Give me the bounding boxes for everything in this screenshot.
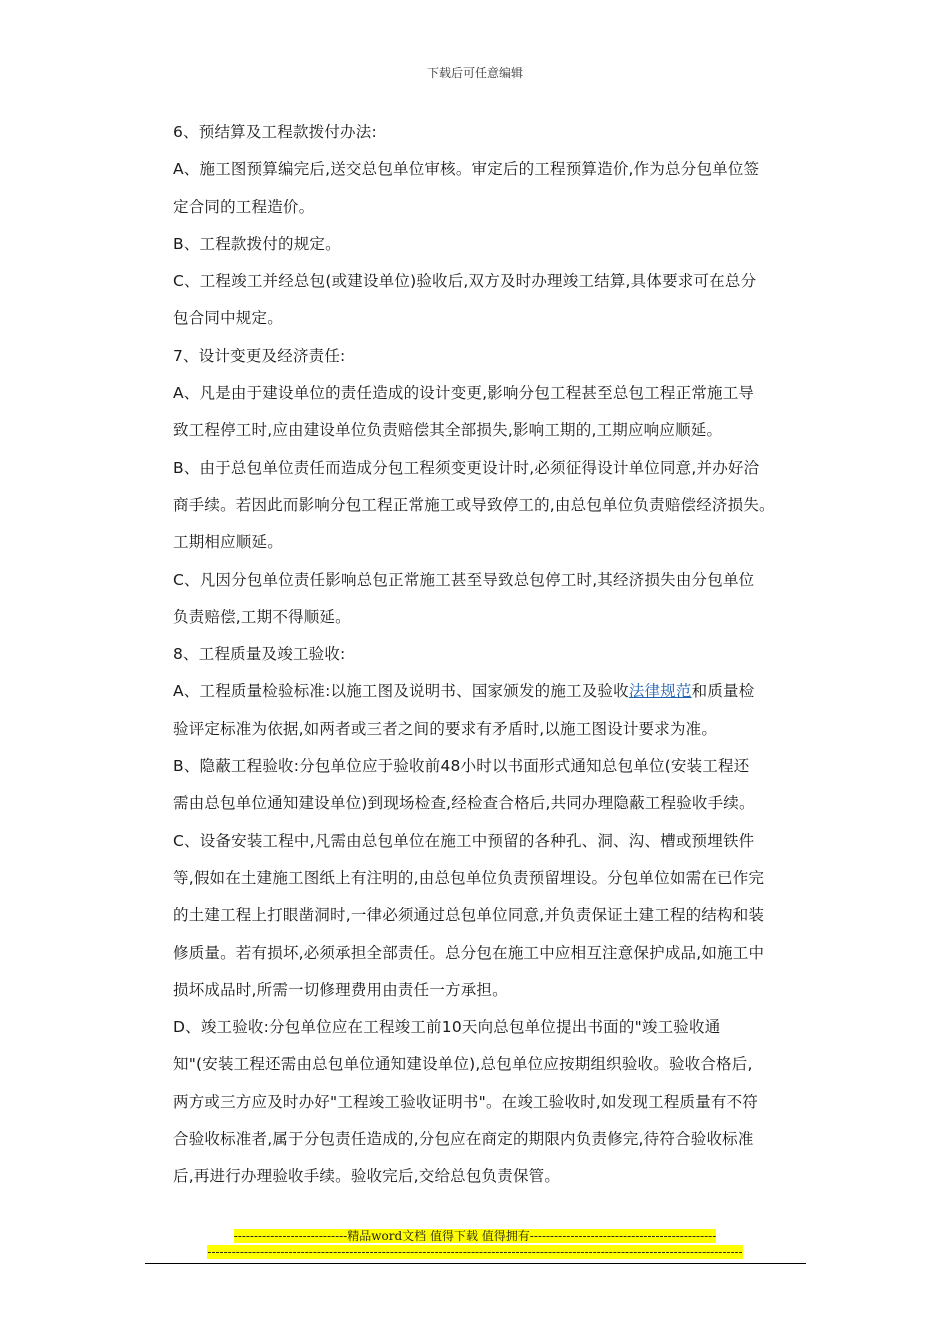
- paragraph-line: 后,再进行办理验收手续。验收完后,交给总包负责保管。: [173, 1167, 561, 1186]
- document-body: [173, 114, 813, 1196]
- section-heading-8: 8、工程质量及竣工验收:: [173, 645, 346, 664]
- paragraph-line: B、由于总包单位责任而造成分包工程须变更设计时,必须征得设计单位同意,并办好洽: [173, 458, 760, 477]
- paragraph-line: 合验收标准者,属于分包责任造成的,分包应在商定的期限内负责修完,待符合验收标准: [173, 1130, 754, 1149]
- footer-dash-line: [0, 1245, 950, 1260]
- paragraph-line: 修质量。若有损坏,必须承担全部责任。总分包在施工中应相互注意保护成品,如施工中: [173, 943, 765, 962]
- paragraph-line: A、凡是由于建设单位的责任造成的设计变更,影响分包工程甚至总包工程正常施工导: [173, 384, 755, 403]
- paragraph-line: 致工程停工时,应由建设单位负责赔偿其全部损失,影响工期的,工期应响应顺延。: [173, 421, 723, 440]
- paragraph-line: 损坏成品时,所需一切修理费用由责任一方承担。: [173, 980, 508, 999]
- section-heading-7: 7、设计变更及经济责任:: [173, 346, 346, 365]
- paragraph-line: 的土建工程上打眼凿洞时,一律必须通过总包单位同意,并负责保证土建工程的结构和装: [173, 906, 765, 925]
- footer-dash-text: ------------------------------------------------------------------------------------------------------------------------------------: [207, 1245, 743, 1259]
- paragraph-line: 两方或三方应及时办好"工程竣工验收证明书"。在竣工验收时,如发现工程质量有不符: [173, 1092, 758, 1111]
- paragraph-line: 负责赔偿,工期不得顺延。: [173, 607, 351, 626]
- paragraph-line: 商手续。若因此而影响分包工程正常施工或导致停工的,由总包单位负责赔偿经济损失。: [173, 495, 775, 514]
- paragraph-line: D、竣工验收:分包单位应在工程竣工前10天向总包单位提出书面的"竣工验收通: [173, 1018, 721, 1037]
- paragraph-line: C、设备安装工程中,凡需由总包单位在施工中预留的各种孔、洞、沟、槽或预埋铁件: [173, 831, 755, 850]
- footer-banner: [0, 1229, 950, 1244]
- page-header-note: 下载后可任意编辑: [426, 66, 523, 80]
- footer-rule: [145, 1263, 806, 1264]
- paragraph-line: C、工程竣工并经总包(或建设单位)验收后,双方及时办理竣工结算,具体要求可在总分: [173, 272, 757, 291]
- paragraph-line: 需由总包单位通知建设单位)到现场检查,经检查合格后,共同办理隐蔽工程验收手续。: [173, 794, 755, 813]
- paragraph-line: 工期相应顺延。: [173, 533, 283, 552]
- paragraph-text: 和质量检: [691, 682, 755, 701]
- section-heading-6: 6、预结算及工程款拨付办法:: [173, 123, 377, 141]
- paragraph-line: B、隐蔽工程验收:分包单位应于验收前48小时以书面形式通知总包单位(安装工程还: [173, 757, 750, 776]
- paragraph-text: A、工程质量检验标准:以施工图及说明书、国家颁发的施工及验收: [173, 682, 629, 701]
- paragraph-line: C、凡因分包单位责任影响总包正常施工甚至导致总包停工时,其经济损失由分包单位: [173, 570, 755, 589]
- paragraph-line: B、工程款拨付的规定。: [173, 234, 341, 253]
- paragraph-line: 知"(安装工程还需由总包单位通知建设单位),总包单位应按期组织验收。验收合格后,: [173, 1055, 753, 1074]
- paragraph-line: 验评定标准为依据,如两者或三者之间的要求有矛盾时,以施工图设计要求为准。: [173, 719, 718, 738]
- paragraph-line: 定合同的工程造价。: [173, 197, 315, 216]
- paragraph-line: 包合同中规定。: [173, 309, 283, 328]
- paragraph-line: 等,假如在土建施工图纸上有注明的,由总包单位负责预留埋设。分包单位如需在已作完: [173, 868, 765, 887]
- paragraph-line-with-link: [173, 673, 813, 710]
- paragraph-line: A、施工图预算编完后,送交总包单位审核。审定后的工程预算造价,作为总分包单位签: [173, 160, 760, 179]
- law-regulation-link[interactable]: 法律规范: [628, 682, 692, 701]
- footer-banner-text: ----------------------------精品word文档 值得下载 值得拥有----------------------------------------------: [233, 1229, 717, 1243]
